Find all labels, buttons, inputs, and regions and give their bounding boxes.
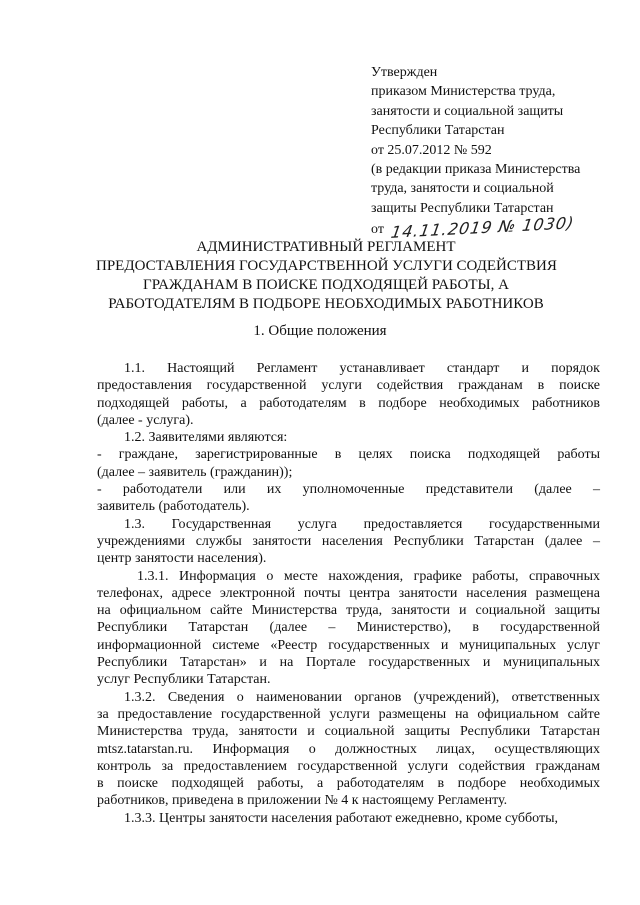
paragraph xyxy=(97,429,600,446)
approval-line: Утвержден xyxy=(371,65,438,80)
paragraph-line: 1.3. Государственная услуга предоставляется государственными xyxy=(124,516,600,532)
paragraph-line: (далее – заявитель (гражданин)); xyxy=(97,464,293,480)
paragraph-line: информационной системе «Реестр государственных и муниципальных услуг xyxy=(97,637,600,653)
paragraph-line: работников, приведена в приложении № 4 к настоящему Регламенту. xyxy=(97,793,508,809)
paragraph-line: подходящей работы, а работодателям в подборе необходимых работников xyxy=(97,395,600,411)
title-line: АДМИНИСТРАТИВНЫЙ РЕГЛАМЕНТ xyxy=(196,239,456,255)
paragraph xyxy=(97,446,600,481)
document-body xyxy=(97,360,600,827)
paragraph-line: 1.3.3. Центры занятости населения работают ежедневно, кроме субботы, xyxy=(124,810,558,826)
document-title xyxy=(96,238,556,314)
paragraph-line: услуг Республики Татарстан. xyxy=(97,672,271,688)
paragraph xyxy=(97,810,600,827)
paragraph xyxy=(97,516,600,568)
paragraph-line: центр занятости населения). xyxy=(97,551,267,567)
paragraph xyxy=(97,481,600,516)
approval-block xyxy=(371,63,621,243)
paragraph xyxy=(97,689,600,810)
approval-line: занятости и социальной защиты xyxy=(371,103,564,119)
paragraph-line: 1.2. Заявителями являются: xyxy=(124,430,288,446)
approval-line: от 25.07.2012 № 592 xyxy=(371,142,492,158)
paragraph-line: - работодатели или их уполномоченные представители (далее – xyxy=(97,482,600,498)
paragraph-line: на официальном сайте Министерства труда, занятости и социальной защиты xyxy=(97,603,600,619)
paragraph-line: Министерства труда, занятости и социальной защиты Республики Татарстан xyxy=(97,724,600,740)
title-line: ПРЕДОСТАВЛЕНИЯ ГОСУДАРСТВЕННОЙ УСЛУГИ СОДЕЙСТВИЯ xyxy=(96,258,557,274)
paragraph-line: mtsz.tatarstan.ru. Информация о должностных лицах, осуществляющих xyxy=(97,741,600,757)
paragraph-line: за предоставление государственной услуги размещены на официальном сайте xyxy=(97,706,600,722)
approval-line: труда, занятости и социальной xyxy=(371,181,554,197)
section-heading: 1. Общие положения xyxy=(253,323,387,339)
handwritten-date: 14.11.2019 № 1030) xyxy=(390,213,577,243)
paragraph-line: контроль за предоставлением государственной услуги содействия гражданам xyxy=(97,758,600,774)
paragraph-line: учреждениями службы занятости населения Республики Татарстан (далее – xyxy=(97,533,600,549)
title-line: ГРАЖДАНАМ В ПОИСКЕ ПОДХОДЯЩЕЙ РАБОТЫ, А xyxy=(143,277,509,293)
paragraph-line: - граждане, зарегистрированные в целях поиска подходящей работы xyxy=(97,447,600,463)
approval-line: приказом Министерства труда, xyxy=(371,84,556,100)
approval-line: (в редакции приказа Министерства xyxy=(371,162,581,178)
paragraph-line: Республики Татарстан» и на Портале государственных и муниципальных xyxy=(97,655,600,671)
paragraph-line: предоставления государственной услуги содействия гражданам в поиске xyxy=(97,378,600,394)
paragraph-line: 1.3.1. Информация о месте нахождения, графике работы, справочных xyxy=(137,568,600,584)
paragraph-line: Республики Татарстан (далее – Министерство), в государственной xyxy=(97,620,600,636)
paragraph-line: телефонах, адресе электронной почты центра занятости населения размещена xyxy=(97,585,600,601)
paragraph-line: 1.1. Настоящий Регламент устанавливает стандарт и порядок xyxy=(124,361,600,376)
approval-line: защиты Республики Татарстан xyxy=(371,200,554,216)
approval-prefix: от xyxy=(371,222,384,238)
paragraph xyxy=(97,360,600,429)
paragraph-line: в поиске подходящей работы, а работодателям в подборе необходимых xyxy=(97,776,600,792)
paragraph-line: (далее - услуга). xyxy=(97,412,194,428)
paragraph-line: заявитель (работодатель). xyxy=(97,499,250,515)
paragraph-line: 1.3.2. Сведения о наименовании органов (учреждений), ответственных xyxy=(124,689,600,705)
paragraph xyxy=(97,568,600,689)
title-line: РАБОТОДАТЕЛЯМ В ПОДБОРЕ НЕОБХОДИМЫХ РАБОТНИКОВ xyxy=(108,296,544,312)
approval-line: Республики Татарстан xyxy=(371,123,505,139)
approval-line-last xyxy=(371,213,621,243)
